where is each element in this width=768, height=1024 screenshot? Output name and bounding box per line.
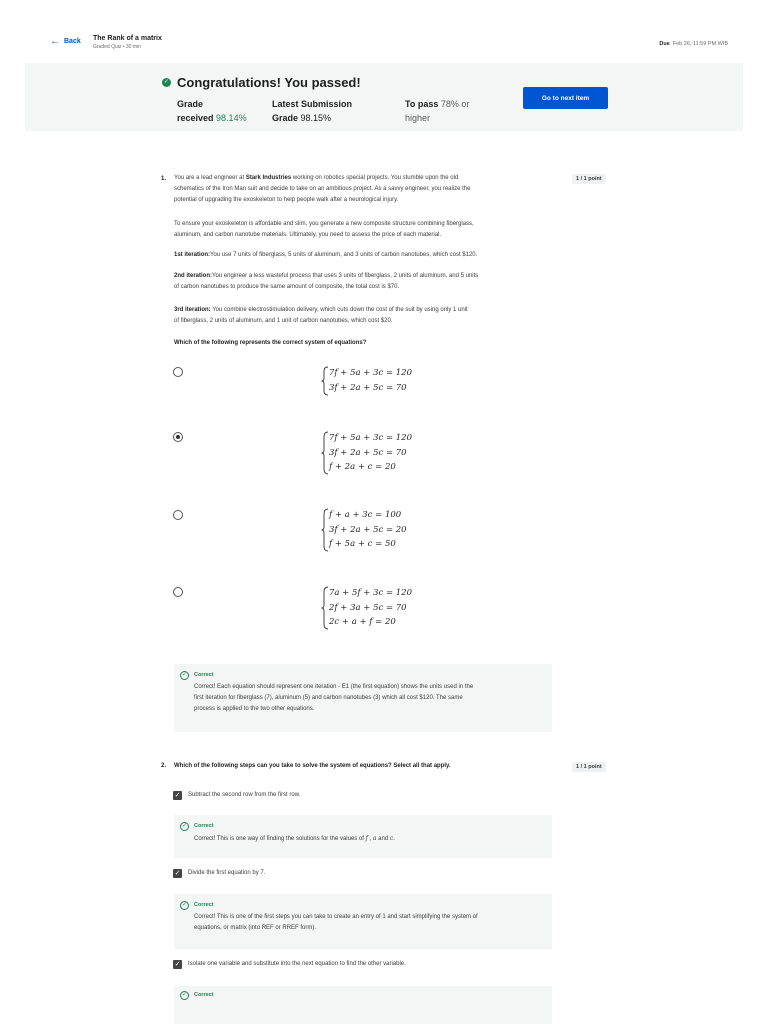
feedback-title: Correct [194,992,214,998]
check-circle-icon: ✓ [163,79,170,85]
topass-label: To pass [405,99,439,109]
option-2-equations [321,431,412,475]
choice-2-feedback [174,894,552,949]
feedback-text: . [393,836,395,842]
math-variable: c [389,835,394,842]
equation: f + a + 3c = 100 [329,510,402,520]
iteration-label: 2nd iteration: [174,273,213,279]
option-4-radio[interactable] [173,587,183,597]
iteration-2 [174,271,554,293]
iteration-label: 1st iteration: [174,252,211,258]
iteration-text: You engineer a less wasteful process that uses 3 units of fiberglass, 2 units of aluminum, and 5 units [212,273,479,279]
option-2-radio[interactable] [173,432,183,442]
grade-value: 98.14% [216,113,247,123]
topass-value-2: higher [405,113,431,123]
feedback-text: first iteration for fiberglass (7), aluminum (5) and carbon nanotubes (3) which all cost $120. The same [194,695,463,701]
q1-text: working on robotics special projects. You stumble upon the old [291,175,459,181]
q1-text: potential of upgrading the exoskeleton to help people walk after a neurological injury. [174,197,399,203]
feedback-text: , [367,836,373,842]
pass-headline [162,75,361,90]
question-2-number: 2. [161,763,167,769]
iteration-text: You use 7 units of fiberglass, 5 units of aluminum, and 3 units of carbon nanotubes, which cost $120. [210,252,478,258]
q1-text: To ensure your exoskeleton is affordable and slim, you generate a new composite structure combining fiberglass, [174,221,474,227]
feedback-text: and [376,836,390,842]
choice-3-checkbox[interactable]: ✓ [174,961,181,968]
pass-text: Congratulations! You passed! [177,75,361,90]
top-bar [0,0,768,62]
feedback-body [194,833,544,845]
equation: 2f + 3a + 5c = 70 [329,602,407,613]
iteration-3 [174,305,554,327]
back-link[interactable] [50,38,81,45]
q1-company: Stark Industries [245,175,292,181]
grade-label-2: received [177,113,214,123]
brace-icon [321,508,329,552]
check-circle-outline-icon: ✓ [181,992,188,998]
feedback-text: Correct! This is one way of finding the solutions for the values of [194,836,366,842]
math-variable: f [365,835,368,842]
equation: 3f + 2a + 5c = 70 [329,447,407,458]
equation: 7a + 5f + 3c = 120 [329,588,412,598]
equation: 2c + a + f = 20 [329,617,396,627]
latest-value: 98.15% [300,113,332,123]
go-to-next-item-button[interactable]: Go to next item [523,87,608,109]
result-banner [25,63,743,131]
question-1-goal [174,219,554,241]
option-1-equations [321,366,412,396]
iteration-text: of carbon nanotubes to produce the same amount of composite, the total cost is $70. [174,284,400,290]
choice-1-label: Subtract the second row from the first row. [188,792,301,798]
option-3-equations [321,508,407,552]
question-1-scenario [174,173,554,206]
question-1-points: 1 / 1 point [572,174,606,184]
iteration-1 [174,250,554,261]
feedback-title: Correct [194,902,214,908]
feedback-text: equations, or matrix (into REF or RREF form). [194,925,317,931]
math-variable: a [372,835,377,842]
equation: f + 2a + c = 20 [329,462,396,472]
quiz-subtitle: Graded Quiz • 30 min [93,44,141,50]
due-label: Due [659,41,670,47]
iteration-text: of fiberglass, 2 units of aluminum, and 1 unit of carbon nanotubes, which cost $20. [174,318,393,324]
iteration-label: 3rd iteration: [174,307,211,313]
choice-1-feedback [174,815,552,858]
check-circle-outline-icon: ✓ [181,902,188,908]
question-1-number: 1. [161,176,167,182]
latest-submission-grade [272,97,352,125]
choice-2-label: Divide the first equation by 7. [188,870,266,876]
q1-text: You are a lead engineer at [174,175,246,181]
feedback-text: process is applied to the two other equations. [194,706,315,712]
choice-2-checkbox[interactable]: ✓ [174,870,181,877]
question-2-points: 1 / 1 point [572,762,606,772]
iteration-text: You combine electrostimulation delivery, which cuts down the cost of the suit by using only 1 unit [210,307,468,313]
choice-3-feedback [174,986,552,1024]
feedback-text: Correct! Each equation should represent one iteration - E1 (the first equation) shows the units used in the [194,684,474,690]
q1-text: aluminum, and carbon nanotube materials. Ultimately, you need to assess the price of each material. [174,232,442,238]
choice-1-checkbox[interactable]: ✓ [174,792,181,799]
brace-icon [321,366,329,396]
feedback-body [194,912,544,934]
latest-label-2: Grade [272,113,299,123]
q1-text: schematics of the Iron Man suit and decide to take on an ambitious project. As a savvy engineer, you realize the [174,186,471,192]
quiz-title: The Rank of a matrix [93,35,162,42]
check-circle-outline-icon: ✓ [181,672,188,678]
feedback-title: Correct [194,672,214,678]
brace-icon [321,431,329,475]
choice-3-label: Isolate one variable and substitute into the next equation to find the other variable. [188,961,406,967]
due-value: Feb 26, 11:59 PM WIB [672,41,728,47]
arrow-left-icon: ← [50,36,60,47]
equation: 7f + 5a + 3c = 120 [329,433,412,443]
grade-received [177,97,247,125]
equation: 3f + 2a + 5c = 70 [329,382,407,393]
check-circle-outline-icon: ✓ [181,823,188,829]
option-4-equations [321,586,412,630]
to-pass [405,97,469,125]
quiz-title-block [93,35,162,50]
equation: 7f + 5a + 3c = 120 [329,368,412,378]
equation: 3f + 2a + 5c = 20 [329,524,407,535]
brace-icon [321,586,329,630]
equation: f + 5a + c = 50 [329,539,396,549]
feedback-title: Correct [194,823,214,829]
due-date [659,41,728,47]
feedback-body [194,682,544,715]
feedback-text: Correct! This is one of the first steps you can take to create an entry of 1 and start simplifying the system of [194,914,478,920]
question-1-feedback [174,664,552,732]
option-3-radio[interactable] [173,510,183,520]
back-label: Back [64,38,81,45]
question-2-prompt: Which of the following steps can you take to solve the system of equations? Select all that apply. [174,763,451,769]
topass-value: 78% or [440,99,470,109]
grade-label: Grade [177,99,204,109]
option-1-radio[interactable] [173,367,183,377]
latest-label: Latest Submission [272,99,353,109]
question-1-prompt: Which of the following represents the correct system of equations? [174,340,367,346]
